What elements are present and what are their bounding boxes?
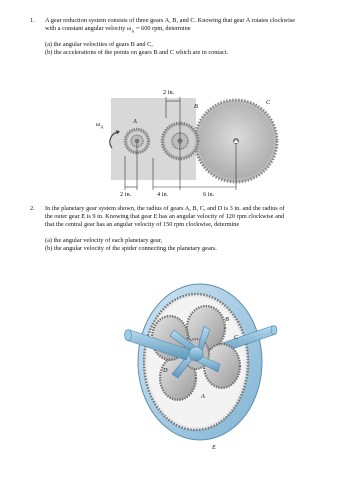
problem-1-part-a: (a) the angular velocities of gears B and C, <box>45 41 153 48</box>
gear-a-label: A <box>133 118 137 125</box>
problem-2-part-a: (a) the angular velocity of each planetary gear, <box>45 237 163 244</box>
problem-1-line-2-end: = 600 rpm, determine <box>134 25 191 32</box>
gear-c-label: C <box>266 99 271 106</box>
problem-1-line-2-text: with a constant angular velocity ω <box>45 25 132 32</box>
problem-1-line-1: A gear reduction system consists of three gears A, B, and C. Knowing that gear A rotates clockwise <box>45 17 296 24</box>
omega-a-subscript: A <box>131 28 135 34</box>
planet-a-label: A <box>201 393 205 400</box>
problem-2-line-1: In the planetary gear system shown, the radius of gears A, B, C, and D is 3 in. and the radius of <box>45 205 285 212</box>
dim-6in-label: 6 in. <box>203 191 215 198</box>
planet-b-label: B <box>225 316 229 323</box>
problem-1-part-b: (b) the accelerations of the points on gears B and C which are in contact. <box>45 49 229 56</box>
dim-4in-label: 4 in. <box>157 191 169 198</box>
gear-b-label: B <box>194 103 198 110</box>
omega-a-label: $\omega_A$ <box>96 121 104 130</box>
problem-2-line-3: that the central gear has an angular velocity of 150 rpm clockwise, determine <box>45 221 240 228</box>
outer-gear-e-label: E <box>212 444 216 451</box>
dim-top-label: 2 in. <box>163 89 175 96</box>
problem-1-number: 1. <box>30 17 35 24</box>
problem-1-line-2 <box>45 25 191 35</box>
planet-d-label: D <box>163 367 168 374</box>
gear-reduction-figure <box>0 88 362 208</box>
planet-c-label: C <box>234 334 239 341</box>
problem-2-number: 2. <box>30 205 35 212</box>
dim-2in-label: 2 in. <box>120 191 132 198</box>
problem-2-line-2: the outer gear E is 9 in. Knowing that gear E has an angular velocity of 120 rpm clockwise and <box>45 213 285 220</box>
planetary-gear-figure <box>0 290 362 490</box>
problem-2-part-b: (b) the angular velocity of the spider connecting the planetary gears. <box>45 245 217 252</box>
